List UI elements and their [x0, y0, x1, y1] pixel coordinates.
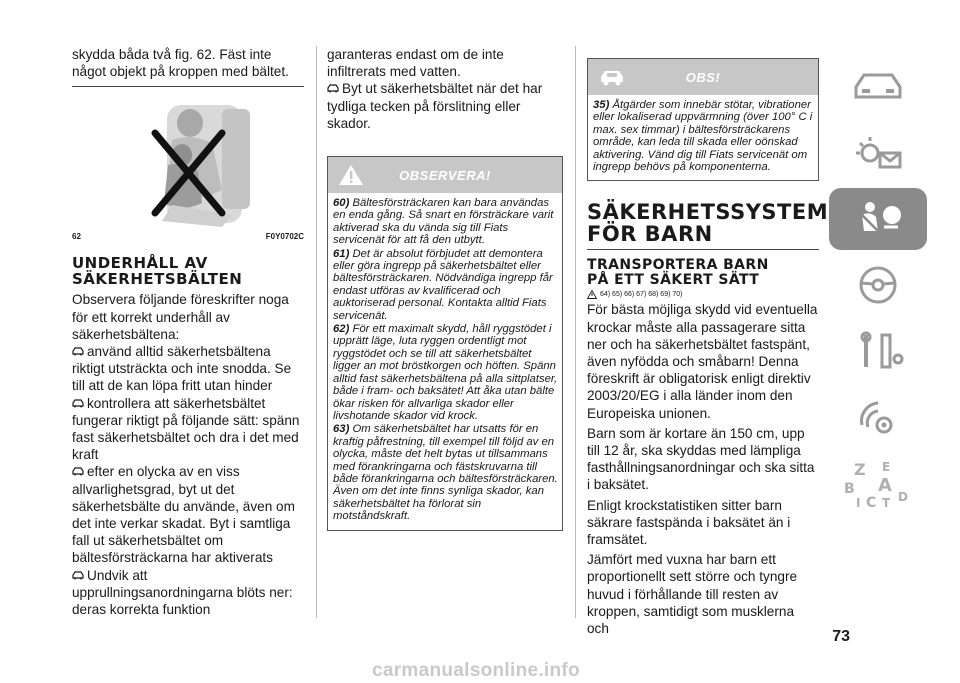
- svg-text:C: C: [866, 495, 877, 509]
- divider: [72, 86, 304, 87]
- service-tools-icon: [848, 329, 908, 373]
- warning-box-header: [328, 157, 562, 193]
- column-right: [587, 58, 829, 637]
- column-left: [72, 46, 304, 618]
- paragraph: För bästa möjliga skydd vid eventuella krockar måste alla passagerare sitta ner och ha säkerhetsbältet fastspänt, även nyfödda och småbarn! Denna föreskrift är obligatorisk enligt direktiv 2003/20/EG i alla länder inom den Europeiska unionen.: [587, 302, 818, 421]
- paragraph: Jämfört med vuxna har barn ett proportionellt sett större och tyngre huvud i förhållande till resten av kroppen, samtidigt som musklerna och: [587, 552, 798, 637]
- car-repair-icon: [598, 66, 628, 88]
- svg-text:I: I: [856, 496, 861, 509]
- safety-airbag-icon: [848, 197, 908, 241]
- steering-wheel-icon: [848, 263, 908, 307]
- svg-text:D: D: [898, 490, 908, 504]
- note-item: 62) För ett maximalt skydd, håll ryggstödet i upprätt läge, luta ryggen ordentligt mot ryggstödet och se till att säkerhetsbältet ligger an mot bröstkorgen och höften. Spänn alltid fast säkerhetsbältena på alla sittplatser, både i fram- och baksätet! Att åka utan bälte ökar risken för allvarliga skador eller livshotande skador vid krock.: [333, 323, 558, 422]
- child-belt-illustration: [72, 95, 304, 230]
- car-bullet-icon: [72, 467, 84, 476]
- reference-list: 64) 65) 66) 67) 68) 69) 70): [587, 290, 819, 299]
- chapter-sidebar: [829, 56, 927, 518]
- section-heading-maintenance: [72, 255, 304, 287]
- obs-box-body: [588, 95, 818, 180]
- heading-line-1: UNDERHÅLL AV: [72, 254, 208, 273]
- svg-text:T: T: [882, 496, 891, 509]
- alphabet-index-icon: [838, 457, 918, 509]
- section-heading-child-safety: [587, 200, 829, 247]
- paragraph: Barn som är kortare än 150 cm, upp till 12 år, ska skyddas med lämpliga fasthållningsanordningar och ska sitta i baksätet.: [587, 425, 815, 493]
- page-number: 73: [832, 628, 850, 645]
- tab-index[interactable]: [829, 452, 927, 514]
- intro-text: skydda båda två fig. 62. Fäst inte något objekt på kroppen med bältet.: [72, 47, 289, 80]
- svg-text:B: B: [844, 481, 855, 497]
- subheading-transport: [587, 258, 819, 288]
- svg-text:Z: Z: [854, 460, 866, 479]
- warning-box-body: [328, 193, 562, 530]
- subheading-line-1: TRANSPORTERA BARN: [587, 257, 769, 274]
- heading-line-1: SÄKERHETSSYSTEM: [587, 200, 829, 225]
- car-bullet-icon: [72, 347, 84, 356]
- car-dashboard-icon: [848, 67, 908, 107]
- svg-text:A: A: [878, 475, 892, 496]
- emergency-icon: [848, 395, 908, 439]
- bullet-item: Byt ut säkerhetsbältet när det har tydliga tecken på förslitning eller skador.: [327, 81, 543, 131]
- subheading-line-2: PÅ ETT SÄKERT SÄTT: [587, 272, 760, 289]
- heading-line-2: FÖR BARN: [587, 222, 713, 247]
- obs-box: [587, 58, 819, 181]
- watermark-text: carmanualsonline.info: [372, 660, 580, 681]
- figure-number: 62: [72, 232, 81, 242]
- bullet-item: efter en olycka av en viss allvarlighetsgrad, byt ut det säkerhetsbälte du använde, även om det inte verkar skadat. Byt i samtliga fall ut säkerhetsbältet om bältesförsträckarna har aktiverats: [72, 464, 295, 566]
- tab-starting-driving[interactable]: [829, 254, 927, 316]
- bullet-item: Undvik att upprullningsanordningarna blöts ner: deras korrekta funktion: [72, 567, 293, 618]
- tab-safety[interactable]: [829, 188, 927, 250]
- column-middle: [327, 46, 563, 531]
- note-item: 61) Det är absolut förbjudet att demontera eller göra ingrepp på säkerhetsbältet eller bältesförsträckaren. Nödvändiga ingrepp får endast utföras av kvalificerad och auktoriserad personal. Kontakta alltid Fiats servicenät.: [333, 247, 553, 322]
- tab-emergency[interactable]: [829, 386, 927, 448]
- warning-title: OBSERVERA!: [399, 167, 491, 183]
- obs-title: OBS!: [685, 69, 721, 85]
- car-bullet-icon: [72, 571, 84, 580]
- column-divider: [575, 46, 576, 618]
- obs-box-header: [588, 59, 818, 95]
- column-divider: [316, 46, 317, 618]
- figure-caption: [72, 232, 304, 241]
- heading-line-2: SÄKERHETSBÄLTEN: [72, 270, 243, 289]
- warning-triangle-icon: [587, 290, 597, 299]
- warning-box: [327, 156, 563, 531]
- figure-code: F0Y0702C: [265, 232, 304, 242]
- divider: [587, 249, 819, 250]
- note-item: 60) Bältesförsträckaren kan bara användas en enda gång. Så snart en försträckare varit aktiverad ska du vända sig till Fiats servicenät för att få den utbytt.: [333, 197, 554, 247]
- tab-warning-lights[interactable]: [829, 122, 927, 184]
- continued-text: garanteras endast om de inte infiltrerats med vatten.: [327, 47, 504, 80]
- note-item: 63) Om säkerhetsbältet har utsatts för en kraftig påfrestning, till exempel till följd av en olycka, måste det helt bytas ut tillsammans med förankringarna och fästskruvarna till både förankringarna och bältesförsträckaren. Även om det inte finns synliga skador, kan säkerhetsbältet ha förlorat sin motståndskraft.: [333, 423, 558, 523]
- paragraph: Enligt krockstatistiken sitter barn säkrare fastspända i baksätet än i framsätet.: [587, 497, 791, 548]
- warning-lights-icon: [848, 133, 908, 173]
- bullet-item: använd alltid säkerhetsbältena riktigt utsträckta och inte snodda. Se till att de kan löpa fritt utan hinder: [72, 344, 292, 394]
- tab-dashboard[interactable]: [829, 56, 927, 118]
- tab-maintenance[interactable]: [829, 320, 927, 382]
- car-bullet-icon: [72, 399, 84, 408]
- car-bullet-icon: [327, 84, 339, 93]
- warning-triangle-icon: [338, 164, 364, 186]
- bullet-item: kontrollera att säkerhetsbältet fungerar riktigt på följande sätt: spänn fast säkerhetsbältet och dra i det med kraft: [72, 395, 300, 463]
- note-item: 35) Åtgärder som innebär stötar, vibrationer eller lokaliserad uppvärmning (över 100° C i max. sex timmar) i bältesförsträckarens område, kan leda till skada eller oönskad aktivering. Vänd dig till Fiats servicenät om ingrepp behövs på komponenterna.: [593, 99, 813, 174]
- svg-text:E: E: [882, 460, 891, 474]
- lead-text: Observera följande föreskrifter noga för ett korrekt underhåll av säkerhetsbältena:: [72, 292, 289, 342]
- figure-child-seat-wrong: [72, 95, 304, 230]
